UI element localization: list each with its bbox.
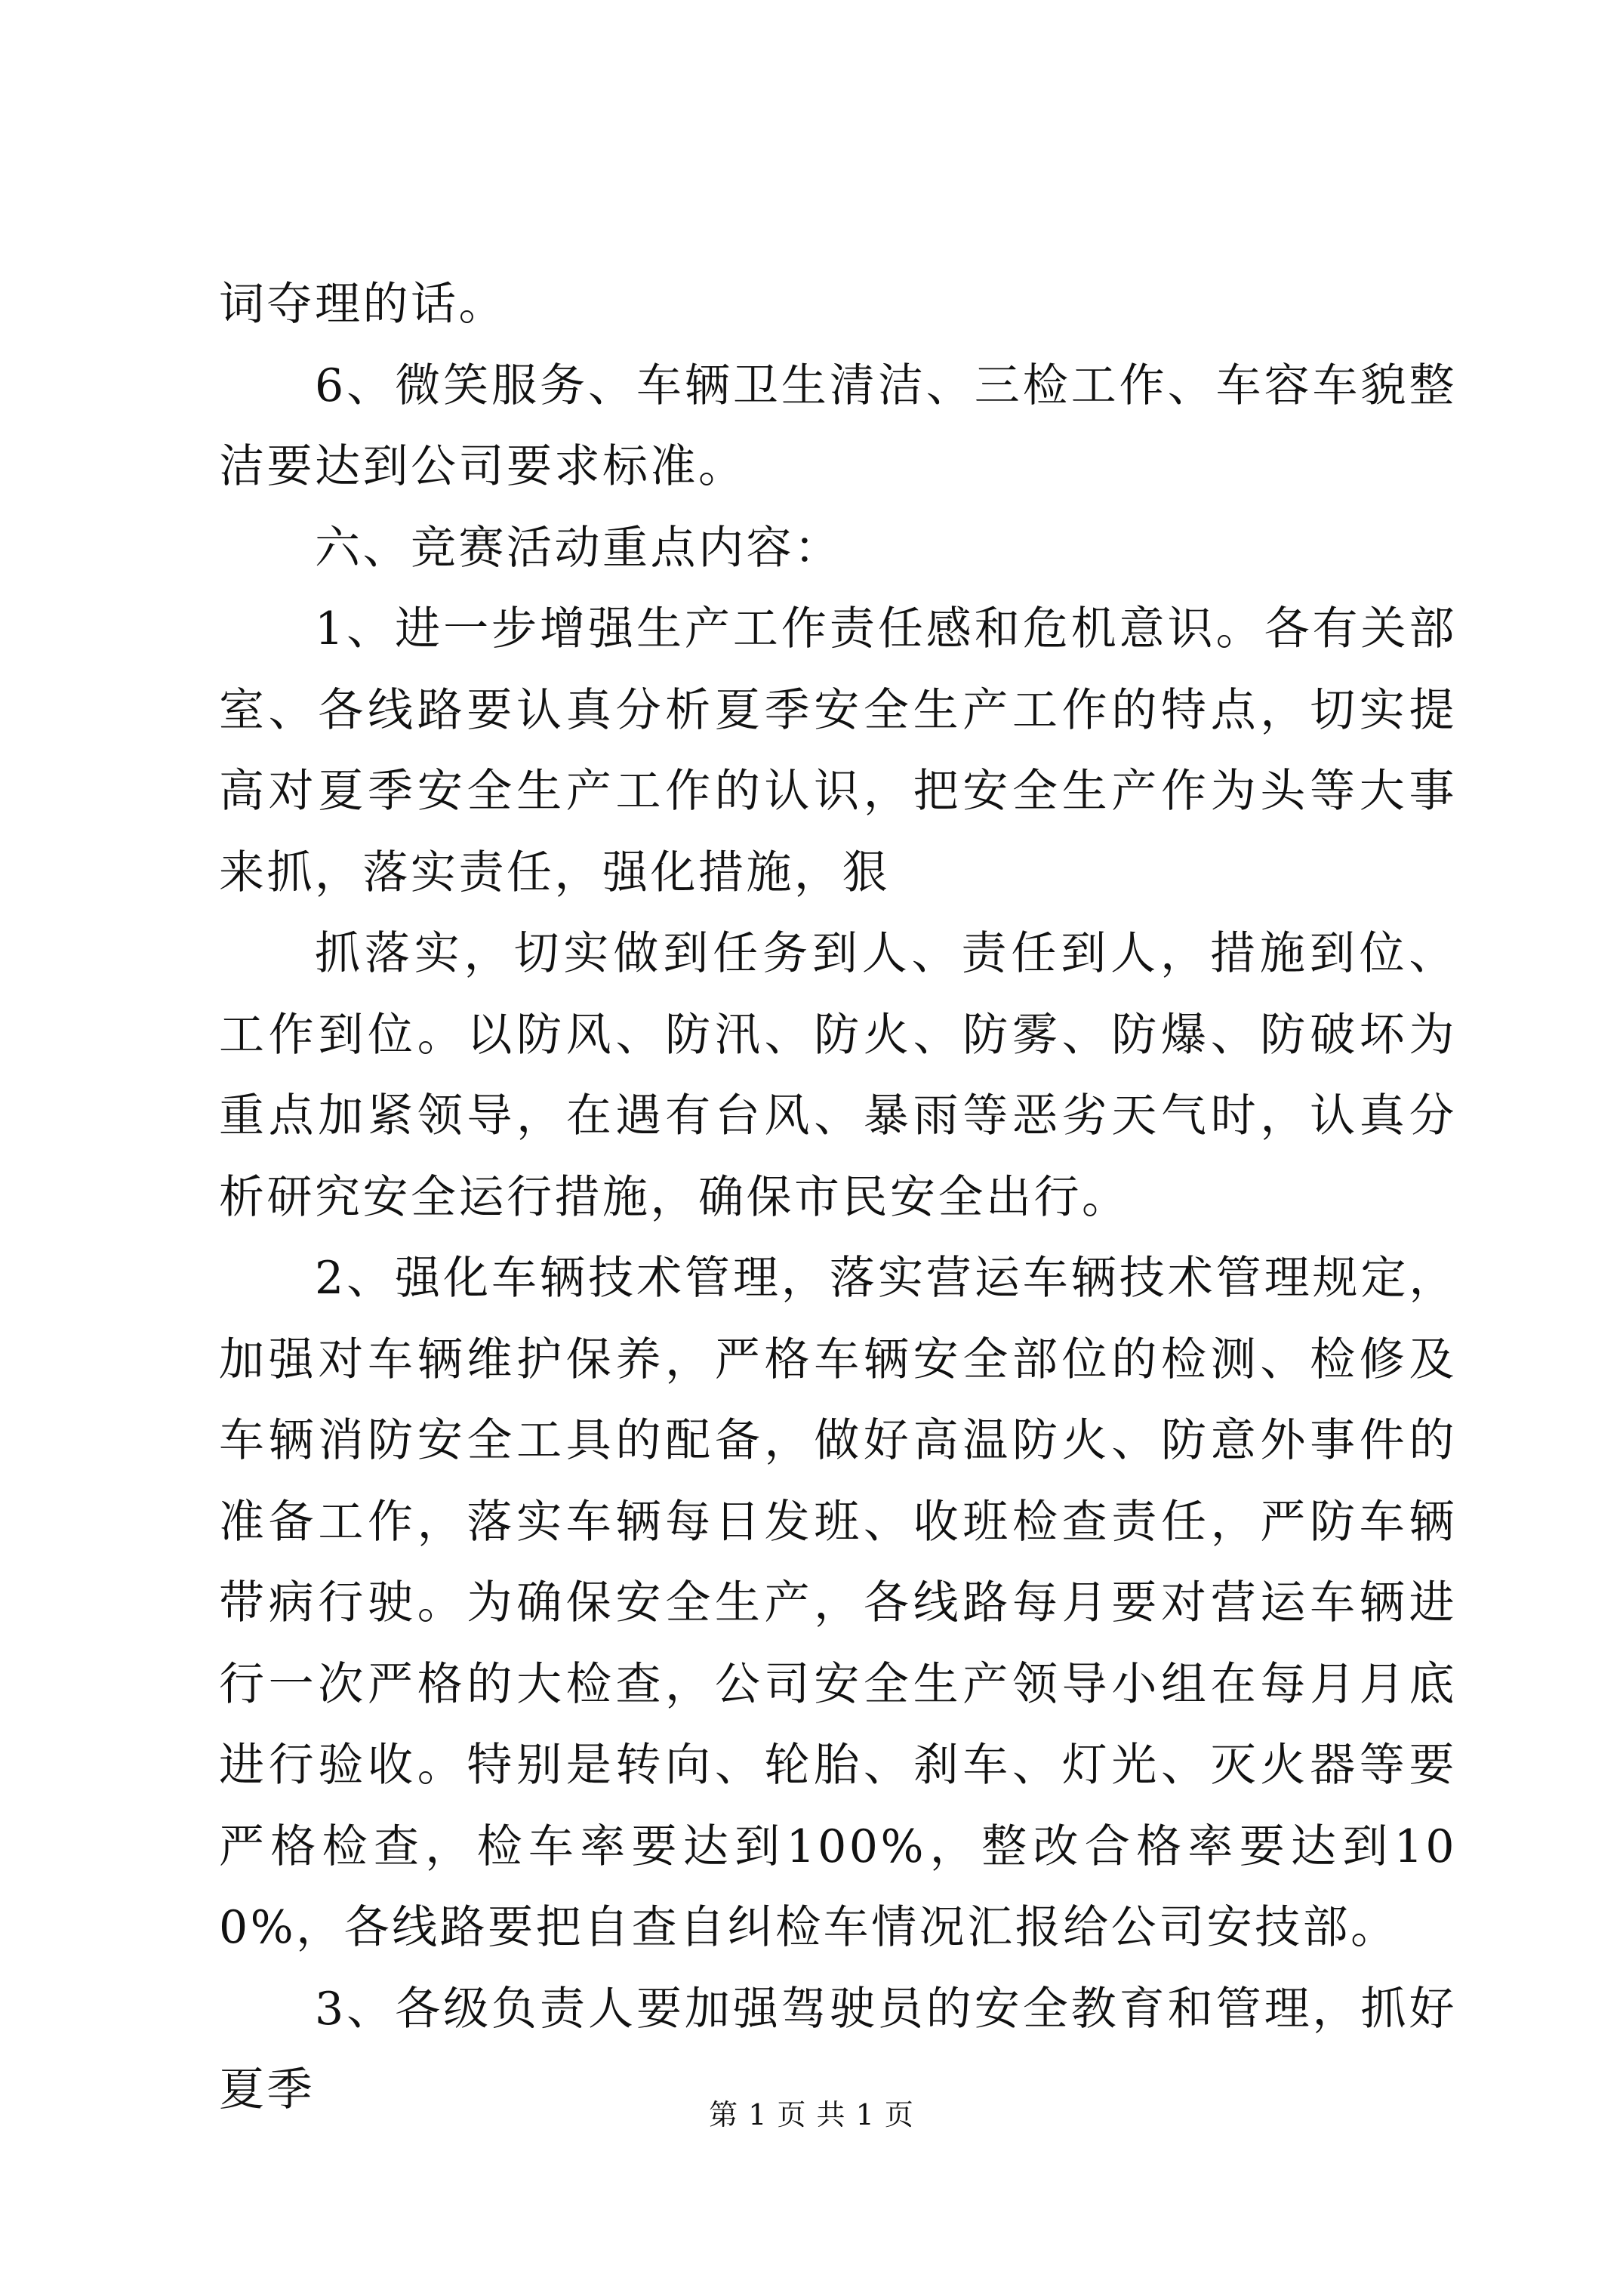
paragraph-5: 抓落实，切实做到任务到人、责任到人，措施到位、工作到位。以防风、防汛、防火、防雾、防爆、防破坏为重点加紧领导，在遇有台风、暴雨等恶劣天气时，认真分析研究安全运行措施，确保市民安全出行。: [219, 927, 1457, 1224]
paragraph-3: 六、竞赛活动重点内容：: [315, 521, 842, 575]
paragraph-1: 词夺理的话。: [219, 278, 507, 331]
paragraph-2: 6、微笑服务、车辆卫生清洁、三检工作、车容车貌整洁要达到公司要求标准。: [219, 359, 1457, 493]
paragraph-6: 2、强化车辆技术管理，落实营运车辆技术管理规定，加强对车辆维护保养，严格车辆安全部位的检测、检修及车辆消防安全工具的配备，做好高温防火、防意外事件的准备工作，落实车辆每日发班、收班检查责任，严防车辆带病行驶。为确保安全生产，各线路每月要对营运车辆进行一次严格的大检查，公司安全生产领导小组在每月月底进行验收。特别是转向、轮胎、刹车、灯光、灭火器等要严格检查，检车率要达到100%，整改合格率要达到100%，各线路要把自查自纠检车情况汇报给公司安技部。: [219, 1252, 1457, 1954]
paragraph-7: 3、各级负责人要加强驾驶员的安全教育和管理，抓好夏季: [219, 1982, 1457, 2116]
paragraph-4: 1、进一步增强生产工作责任感和危机意识。各有关部室、各线路要认真分析夏季安全生产工作的特点，切实提高对夏季安全生产工作的认识，把安全生产作为头等大事来抓，落实责任，强化措施，狠: [219, 603, 1457, 899]
page-footer: 第 1 页 共 1 页: [709, 2098, 914, 2131]
document-body: [219, 264, 1457, 2131]
